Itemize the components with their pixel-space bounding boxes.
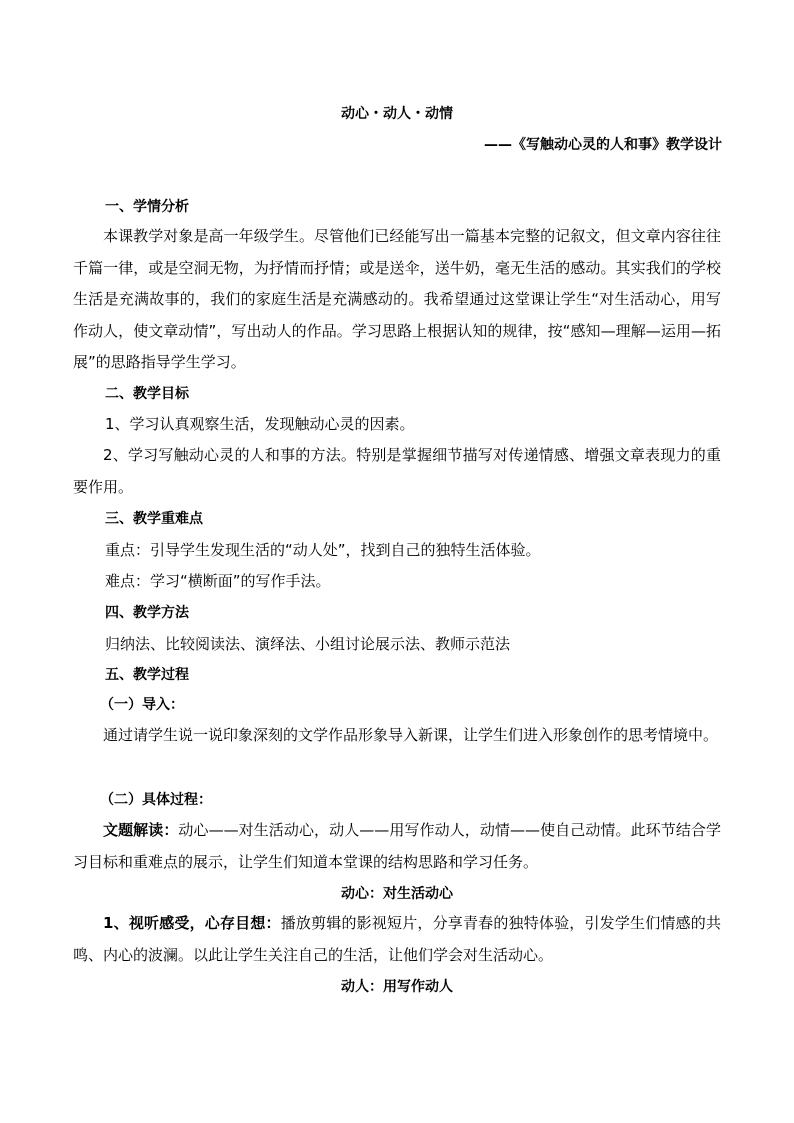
section-heading-process: 五、教学过程 [105,667,189,683]
title-explain-paragraph [73,815,721,878]
title-explain-text: 动心——对生活动心，动人——用写作动人，动情——使自己动情。此环节结合学习目标和重难点的展示，让学生们知道本堂课的结构思路和学习任务。 [73,821,721,871]
analysis-text: 本课教学对象是高一年级学生。尽管他们已经能写出一篇基本完整的记叙文，但文章内容往往千篇一律，或是空洞无物，为抒情而抒情；或是送伞，送牛奶，毫无生活的感动。其实我们的学校生活是充满故事的，我们的家庭生活是充满感动的。我希望通过这堂课让学生“对生活动心，用写作动人，使文章动情”，写出动人的作品。学习思路上根据认知的规律，按“感知—理解—运用—拓展”的思路指导学生学习。 [73,227,721,371]
section-heading-analysis: 一、学情分析 [105,199,189,215]
page-subtitle: ——《写触动心灵的人和事》教学设计 [484,137,722,153]
step1-paragraph [73,908,721,971]
sub-heading-move-heart: 动心：对生活动心 [341,886,453,902]
section-heading-keypoints: 三、教学重难点 [105,511,203,527]
objective-item-2 [73,440,721,503]
step1-text: 播放剪辑的影视短片，分享青春的独特体验，引发学生们情感的共鸣、内心的波澜。以此让学生关注自己的生活，让他们学会对生活动心。 [73,914,721,964]
sub-heading-move-people: 动人：用写作动人 [341,979,453,995]
intro-heading: （一）导入： [100,697,184,713]
objective-item-1: 1、学习认真观察生活，发现触动心灵的因素。 [105,415,415,433]
objective-item-2-text: 2、学习写触动心灵的人和事的方法。特别是掌握细节描写对传递情感、增强文章表现力的重要作用。 [73,446,721,496]
page-title: 动心・动人・动情 [341,106,453,122]
key-point: 重点：引导学生发现生活的“动人处”，找到自己的独特生活体验。 [105,541,541,559]
intro-paragraph [73,720,721,752]
analysis-paragraph [73,221,721,379]
section-heading-objectives: 二、教学目标 [105,386,189,402]
step1-label: 1、视听感受，心存目想： [103,914,281,932]
intro-text: 通过请学生说一说印象深刻的文学作品形象导入新课，让学生们进入形象创作的思考情境中。 [103,726,719,744]
difficulty-point: 难点：学习“横断面”的写作手法。 [105,572,331,590]
methods-text: 归纳法、比较阅读法、演绎法、小组讨论展示法、教师示范法 [105,635,511,653]
title-explain-label: 文题解读： [103,821,179,839]
process-heading: （二）具体过程： [100,792,212,808]
section-heading-methods: 四、教学方法 [105,605,189,621]
